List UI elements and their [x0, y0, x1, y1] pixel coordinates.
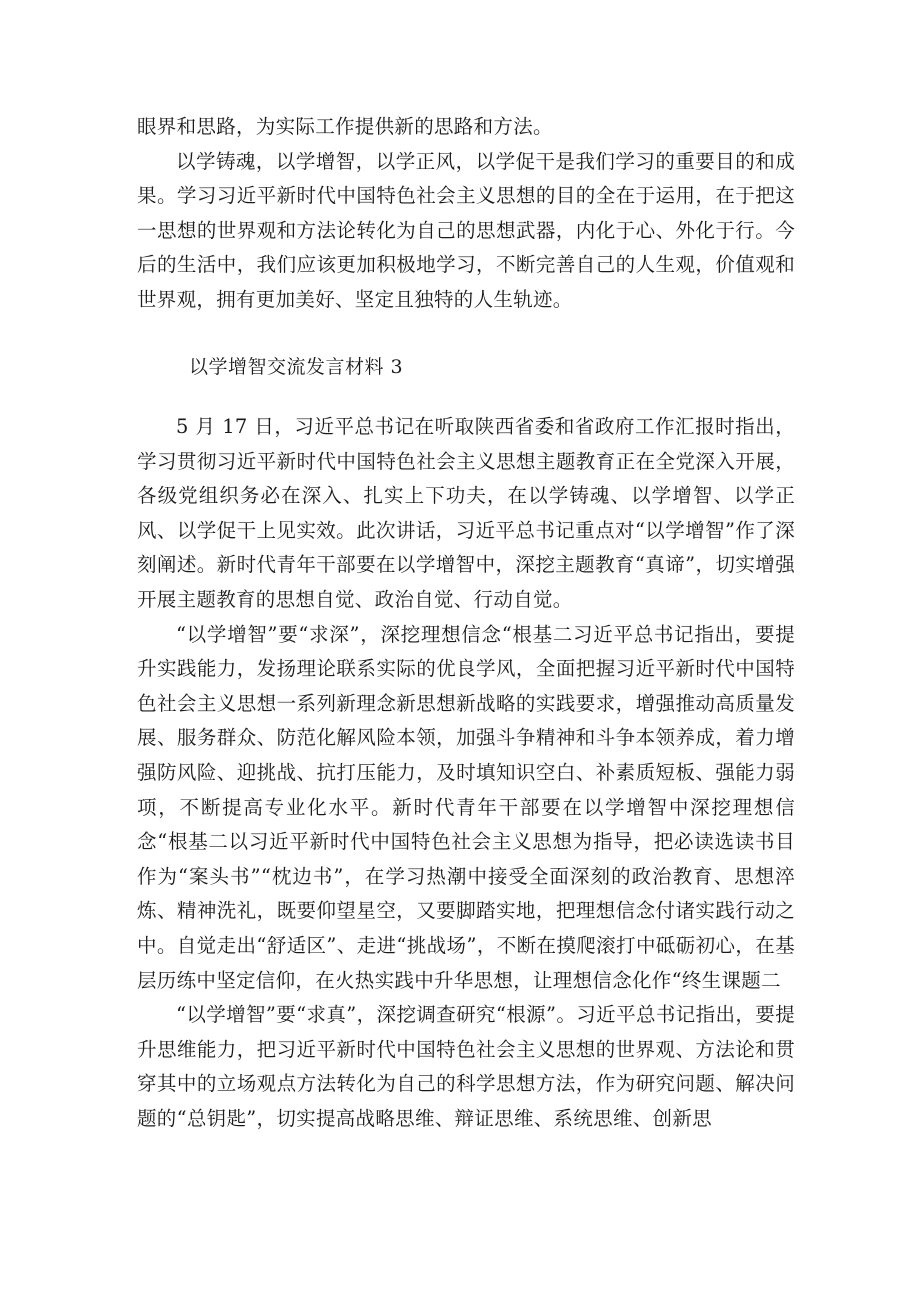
text-section-bottom	[137, 410, 795, 1136]
body-paragraph-4: “以学增智”要“求真”，深挖调查研究“根源”。习近平总书记指出，要提升思维能力，把习近平新时代中国特色社会主义思想的世界观、方法论和贯穿其中的立场观点方法转化为自己的科学思想方法，作为研究问题、解决问题的“总钥匙”，切实提高战略思维、辩证思维、系统思维、创新思	[137, 1003, 795, 1130]
text-section-top	[137, 110, 795, 318]
body-paragraph-2: 5 月 17 日，习近平总书记在听取陕西省委和省政府工作汇报时指出，学习贯彻习近平新时代中国特色社会主义思想主题教育正在全党深入开展，各级党组织务必在深入、扎实上下功夫，在以学铸魂、以学增智、以学正风、以学促干上见实效。此次讲话，习近平总书记重点对“以学增智”作了深刻阐述。新时代青年干部要在以学增智中，深挖主题教育“真谛”，切实增强开展主题教育的思想自觉、政治自觉、行动自觉。	[137, 415, 795, 611]
body-paragraph-3: “以学增智”要“求深”，深挖理想信念“根基二习近平总书记指出，要提升实践能力，发扬理论联系实际的优良学风，全面把握习近平新时代中国特色社会主义思想一系列新理念新思想新战略的实践要求，增强推动高质量发展、服务群众、防范化解风险本领，加强斗争精神和斗争本领养成，着力增强防风险、迎挑战、抗打压能力，及时填知识空白、补素质短板、强能力弱项，不断提高专业化水平。新时代青年干部要在以学增智中深挖理想信念“根基二以习近平新时代中国特色社会主义思想为指导，把必读选读书目作为“案头书”“枕边书”，在学习热潮中接受全面深刻的政治教育、思想淬炼、精神洗礼，既要仰望星空，又要脚踏实地，把理想信念付诸实践行动之中。自觉走出“舒适区”、走进“挑战场”，不断在摸爬滚打中砥砺初心，在基层历练中坚定信仰，在火热实践中升华思想，让理想信念化作“终生课题二	[137, 622, 795, 992]
continuation-paragraph: 眼界和思路，为实际工作提供新的思路和方法。	[137, 115, 553, 138]
body-paragraph-1: 以学铸魂，以学增智，以学正风，以学促干是我们学习的重要目的和成果。学习习近平新时代中国特色社会主义思想的目的全在于运用，在于把这一思想的世界观和方法论转化为自己的思想武器，内化于心、外化于行。今后的生活中，我们应该更加积极地学习，不断完善自己的人生观，价值观和世界观，拥有更加美好、坚定且独特的人生轨迹。	[137, 149, 795, 311]
section-title: 以学增智交流发言材料 3	[189, 356, 404, 378]
